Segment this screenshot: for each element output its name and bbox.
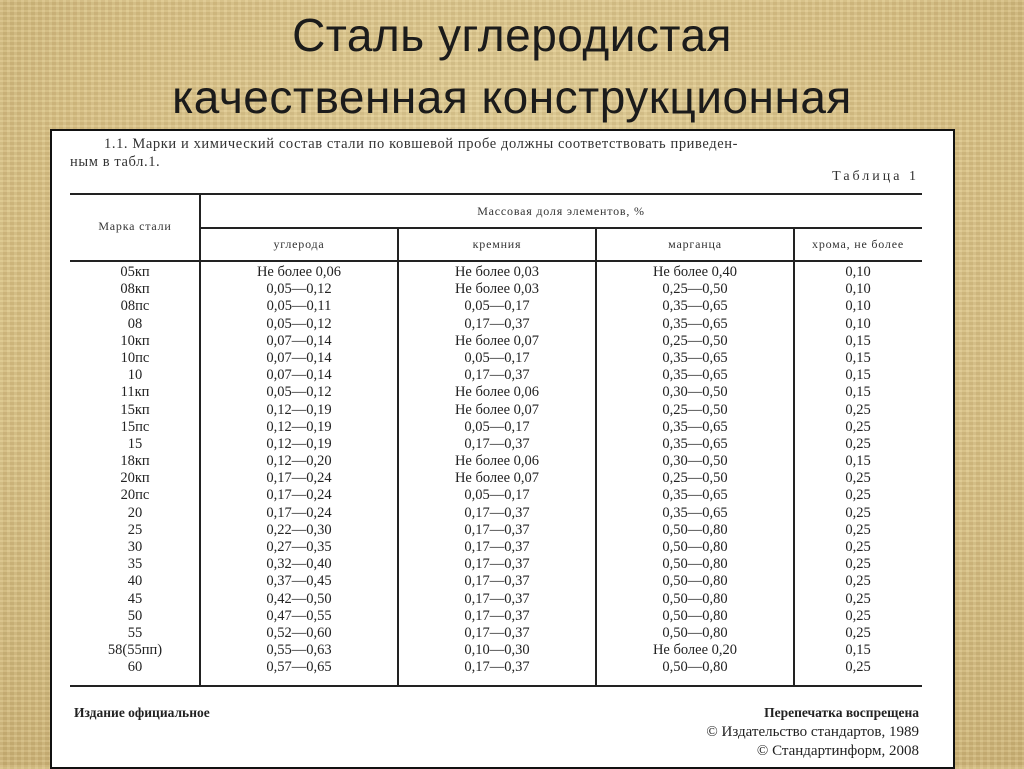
cell-carbon: 0,12—0,20	[266, 453, 332, 470]
cell-silicon: 0,17—0,37	[464, 659, 530, 676]
cell-grade: 08	[127, 315, 143, 332]
cell-silicon: 0,05—0,17	[464, 349, 530, 366]
cell-manganese: Не более 0,20	[652, 642, 738, 659]
cell-manganese: 0,50—0,80	[662, 573, 728, 590]
table-row	[70, 556, 922, 573]
cell-silicon: 0,05—0,17	[464, 298, 530, 315]
cell-chromium: 0,10	[845, 264, 871, 280]
header-inner-rule	[200, 227, 922, 229]
cell-silicon: 0,17—0,37	[464, 504, 530, 521]
cell-carbon: Не более 0,06	[256, 264, 342, 280]
cell-chromium: 0,25	[845, 556, 871, 573]
cell-grade: 20кп	[120, 470, 150, 487]
cell-silicon: 0,17—0,37	[464, 573, 530, 590]
cell-silicon: Не более 0,06	[454, 384, 540, 401]
cell-chromium: 0,25	[845, 418, 871, 435]
cell-silicon: Не более 0,06	[454, 453, 540, 470]
cell-manganese: 0,25—0,50	[662, 281, 728, 298]
cell-carbon: 0,32—0,40	[266, 556, 332, 573]
cell-manganese: 0,50—0,80	[662, 556, 728, 573]
cell-chromium: 0,25	[845, 659, 871, 676]
cell-silicon: Не более 0,07	[454, 470, 540, 487]
cell-grade: 10кп	[120, 332, 150, 349]
cell-chromium: 0,25	[845, 590, 871, 607]
cell-chromium: 0,15	[845, 642, 871, 659]
cell-manganese: 0,50—0,80	[662, 607, 728, 624]
footer-right-title: Перепечатка воспрещена	[764, 705, 919, 720]
cell-manganese: 0,35—0,65	[662, 418, 728, 435]
cell-manganese: 0,50—0,80	[662, 539, 728, 555]
cell-chromium: 0,25	[845, 573, 871, 590]
cell-manganese: 0,50—0,80	[662, 624, 728, 641]
cell-carbon: 0,12—0,19	[266, 435, 332, 452]
cell-grade: 15кп	[120, 401, 150, 418]
cell-carbon: 0,07—0,14	[266, 332, 332, 349]
cell-carbon: 0,05—0,12	[266, 281, 332, 298]
intro-paragraph	[70, 135, 940, 171]
cell-grade: 35	[127, 556, 143, 573]
cell-manganese: 0,25—0,50	[662, 401, 728, 418]
table-row	[70, 436, 922, 453]
cell-grade: 25	[127, 521, 143, 538]
cell-manganese: 0,35—0,65	[662, 435, 728, 452]
table-row	[70, 573, 922, 590]
cell-silicon: 0,17—0,37	[464, 607, 530, 624]
cell-carbon: 0,07—0,14	[266, 367, 332, 384]
table-row	[70, 402, 922, 419]
table-row	[70, 419, 922, 436]
cell-carbon: 0,07—0,14	[266, 349, 332, 366]
cell-carbon: 0,05—0,12	[266, 315, 332, 332]
table-row	[70, 367, 922, 384]
cell-manganese: 0,35—0,65	[662, 367, 728, 384]
cell-chromium: 0,10	[845, 298, 871, 315]
table-top-rule	[70, 193, 922, 195]
slide-title	[0, 4, 1024, 128]
cell-chromium: 0,25	[845, 401, 871, 418]
cell-manganese: 0,30—0,50	[662, 453, 728, 470]
cell-manganese: 0,50—0,80	[662, 590, 728, 607]
cell-grade: 15	[127, 435, 143, 452]
cell-silicon: 0,05—0,17	[464, 487, 530, 504]
intro-line-2: ным в табл.1.	[70, 154, 161, 170]
table-row	[70, 384, 922, 401]
table-row	[70, 505, 922, 522]
cell-carbon: 0,42—0,50	[266, 590, 332, 607]
cell-silicon: 0,17—0,37	[464, 539, 530, 555]
cell-manganese: 0,35—0,65	[662, 504, 728, 521]
cell-chromium: 0,15	[845, 332, 871, 349]
cell-manganese: 0,35—0,65	[662, 298, 728, 315]
cell-silicon: 0,17—0,37	[464, 315, 530, 332]
cell-silicon: Не более 0,07	[454, 332, 540, 349]
table-row	[70, 539, 922, 556]
cell-carbon: 0,55—0,63	[266, 642, 332, 659]
cell-carbon: 0,12—0,19	[266, 418, 332, 435]
header-carbon: углерода	[273, 237, 325, 251]
table-row	[70, 350, 922, 367]
cell-carbon: 0,17—0,24	[266, 504, 332, 521]
header-silicon: кремния	[472, 237, 522, 251]
cell-grade: 58(55пп)	[107, 642, 163, 659]
cell-carbon: 0,22—0,30	[266, 521, 332, 538]
cell-grade: 40	[127, 573, 143, 590]
cell-chromium: 0,15	[845, 384, 871, 401]
cell-grade: 45	[127, 590, 143, 607]
cell-chromium: 0,25	[845, 607, 871, 624]
cell-chromium: 0,25	[845, 521, 871, 538]
cell-manganese: Не более 0,40	[652, 264, 738, 280]
table-row	[70, 298, 922, 315]
cell-silicon: 0,17—0,37	[464, 624, 530, 641]
cell-chromium: 0,25	[845, 435, 871, 452]
table-body	[70, 264, 922, 677]
cell-grade: 08пс	[120, 298, 150, 315]
cell-carbon: 0,05—0,11	[266, 298, 332, 315]
table-row	[70, 625, 922, 642]
table-row	[70, 487, 922, 504]
table-row	[70, 659, 922, 676]
table-row	[70, 608, 922, 625]
cell-manganese: 0,50—0,80	[662, 521, 728, 538]
cell-grade: 15пс	[120, 418, 150, 435]
cell-manganese: 0,35—0,65	[662, 349, 728, 366]
cell-grade: 08кп	[120, 281, 150, 298]
cell-carbon: 0,05—0,12	[266, 384, 332, 401]
cell-silicon: 0,17—0,37	[464, 521, 530, 538]
cell-silicon: 0,17—0,37	[464, 435, 530, 452]
cell-chromium: 0,10	[845, 281, 871, 298]
table-row	[70, 281, 922, 298]
cell-carbon: 0,27—0,35	[266, 539, 332, 555]
cell-silicon: 0,10—0,30	[464, 642, 530, 659]
cell-grade: 10пс	[120, 349, 150, 366]
cell-chromium: 0,25	[845, 470, 871, 487]
cell-grade: 05кп	[120, 264, 150, 280]
cell-grade: 30	[127, 539, 143, 555]
header-grade: Марка стали	[98, 219, 172, 233]
table-row	[70, 522, 922, 539]
cell-chromium: 0,25	[845, 539, 871, 555]
footer-copyright-2: © Стандартинформ, 2008	[756, 743, 919, 759]
table-row	[70, 453, 922, 470]
footer-copyright-1: © Издательство стандартов, 1989	[706, 724, 919, 740]
table-row	[70, 333, 922, 350]
cell-silicon: 0,17—0,37	[464, 590, 530, 607]
cell-carbon: 0,57—0,65	[266, 659, 332, 676]
cell-grade: 18кп	[120, 453, 150, 470]
cell-silicon: 0,17—0,37	[464, 556, 530, 573]
cell-grade: 10	[127, 367, 143, 384]
cell-silicon: 0,17—0,37	[464, 367, 530, 384]
cell-manganese: 0,25—0,50	[662, 470, 728, 487]
cell-manganese: 0,35—0,65	[662, 315, 728, 332]
cell-chromium: 0,25	[845, 624, 871, 641]
cell-chromium: 0,10	[845, 315, 871, 332]
cell-carbon: 0,37—0,45	[266, 573, 332, 590]
cell-carbon: 0,12—0,19	[266, 401, 332, 418]
cell-chromium: 0,15	[845, 349, 871, 366]
intro-line-1: 1.1. Марки и химический состав стали по ковшевой пробе должны соответствовать приведен-	[104, 136, 739, 152]
table-row	[70, 591, 922, 608]
cell-manganese: 0,50—0,80	[662, 659, 728, 676]
cell-grade: 20	[127, 504, 143, 521]
cell-silicon: Не более 0,07	[454, 401, 540, 418]
cell-carbon: 0,52—0,60	[266, 624, 332, 641]
cell-grade: 60	[127, 659, 143, 676]
cell-manganese: 0,30—0,50	[662, 384, 728, 401]
header-chromium: хрома, не более	[812, 237, 904, 251]
cell-chromium: 0,15	[845, 453, 871, 470]
cell-grade: 11кп	[120, 384, 150, 401]
cell-manganese: 0,35—0,65	[662, 487, 728, 504]
slide-title-line-1: Сталь углеродистая	[292, 9, 732, 61]
cell-grade: 20пс	[120, 487, 150, 504]
header-mass-fraction: Массовая доля элементов, %	[477, 204, 645, 218]
cell-carbon: 0,17—0,24	[266, 487, 332, 504]
table-row	[70, 470, 922, 487]
document-scan	[50, 129, 955, 769]
cell-chromium: 0,15	[845, 367, 871, 384]
header-manganese: марганца	[668, 237, 722, 251]
cell-manganese: 0,25—0,50	[662, 332, 728, 349]
cell-silicon: Не более 0,03	[454, 264, 540, 280]
table-row	[70, 316, 922, 333]
table-row	[70, 642, 922, 659]
cell-grade: 50	[127, 607, 143, 624]
cell-carbon: 0,17—0,24	[266, 470, 332, 487]
slide-title-line-2: качественная конструкционная	[172, 71, 852, 123]
footer-left: Издание официальное	[74, 705, 210, 720]
cell-silicon: Не более 0,03	[454, 281, 540, 298]
cell-carbon: 0,47—0,55	[266, 607, 332, 624]
cell-grade: 55	[127, 624, 143, 641]
cell-chromium: 0,25	[845, 487, 871, 504]
cell-chromium: 0,25	[845, 504, 871, 521]
table-label: Таблица 1	[832, 169, 919, 184]
table-row	[70, 264, 922, 281]
cell-silicon: 0,05—0,17	[464, 418, 530, 435]
